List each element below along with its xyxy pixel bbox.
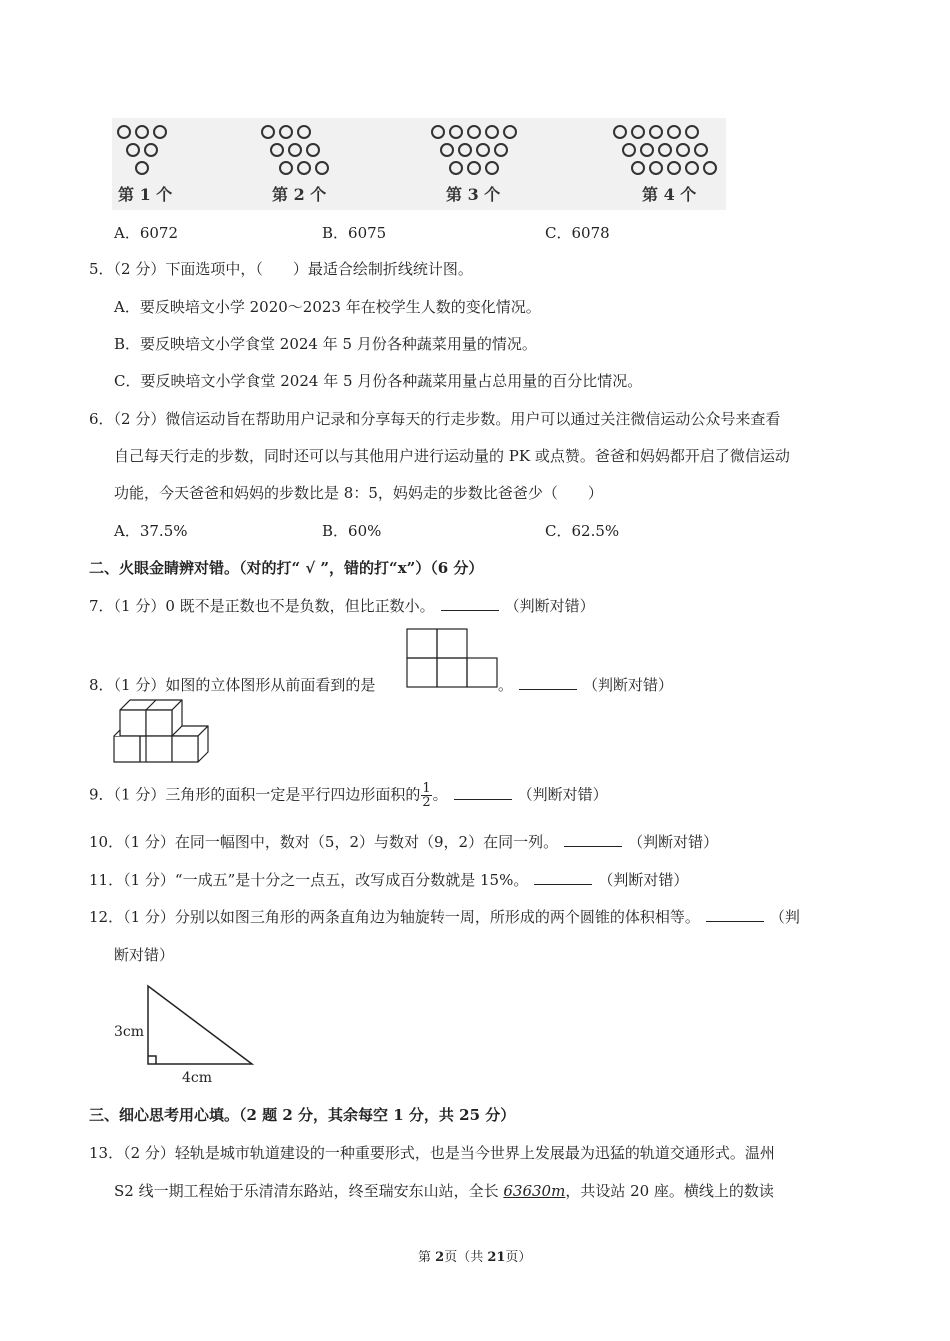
- q9-text: 9．（1 分）三角形的面积一定是平行四边形面积的: [89, 785, 421, 804]
- q13-line-2: [114, 1180, 774, 1201]
- q12-label-vertical: 3cm: [114, 1024, 145, 1040]
- q8-front-view-figure: [406, 628, 498, 690]
- q13-line-1: 13．（2 分）轻轨是城市轨道建设的一种重要形式，也是当今世界上发展最为迅猛的轨道交通形式。温州: [89, 1144, 775, 1162]
- q9-fraction: [421, 782, 431, 809]
- section-2-heading: 二、火眼金睛辨对错。（对的打“ √ ”，错的打“x”）（6 分）: [89, 559, 484, 577]
- dot-pattern-svg: [112, 118, 726, 210]
- q9-suffix: （判断对错）: [517, 785, 608, 804]
- q7-answer-blank[interactable]: [441, 596, 499, 611]
- q9-row: [89, 782, 608, 809]
- q10-answer-blank[interactable]: [564, 832, 622, 847]
- footer-mid: 页（共: [444, 1250, 488, 1265]
- q8-row-end: [498, 674, 673, 695]
- q11-answer-blank[interactable]: [534, 870, 592, 885]
- q12-label-horizontal: 4cm: [182, 1070, 213, 1086]
- q5-option-b[interactable]: B．要反映培文小学食堂 2024 年 5 月份各种蔬菜用量的情况。: [114, 335, 537, 353]
- page-footer: [418, 1246, 531, 1265]
- pattern-label-3: 第 3 个: [446, 185, 501, 204]
- footer-post: 页）: [505, 1250, 532, 1265]
- q12-answer-blank[interactable]: [706, 907, 764, 922]
- q5-stem: 5．（2 分）下面选项中，（ ）最适合绘制折线统计图。: [89, 260, 473, 278]
- q4-option-a[interactable]: A．6072: [114, 224, 179, 242]
- q11-row: [89, 869, 688, 890]
- q12-right-triangle-figure: [110, 982, 260, 1088]
- q5-option-a[interactable]: A．要反映培文小学 2020～2023 年在校学生人数的变化情况。: [114, 298, 541, 316]
- dot-pattern-figure: [112, 118, 726, 210]
- q8-cube-solid-figure: [110, 698, 214, 772]
- q12-line-2: 断对错）: [114, 946, 175, 964]
- q9-fraction-numerator: 1: [422, 781, 431, 796]
- q13-underlined-number: 63630m: [503, 1182, 566, 1200]
- q13-line-2-post: ，共设站 20 座。横线上的数读: [565, 1182, 774, 1200]
- q12-suffix: （判: [769, 908, 800, 926]
- q4-option-c[interactable]: C．6078: [545, 224, 610, 242]
- q9-period: 。: [432, 785, 448, 804]
- q11-text: 11．（1 分）“一成五”是十分之一点五，改写成百分数就是 15%。: [89, 871, 529, 889]
- q5-option-c[interactable]: C．要反映培文小学食堂 2024 年 5 月份各种蔬菜用量占总用量的百分比情况。: [114, 372, 643, 390]
- section-3-heading: 三、细心思考用心填。（2 题 2 分，其余每空 1 分，共 25 分）: [89, 1106, 516, 1124]
- q10-row: [89, 831, 718, 852]
- q9-answer-blank[interactable]: [454, 785, 512, 800]
- q6-line-2: 自己每天行走的步数，同时还可以与其他用户进行运动量的 PK 或点赞。爸爸和妈妈都开启了微信运动: [114, 447, 790, 465]
- q10-text: 10．（1 分）在同一幅图中，数对（5，2）与数对（9，2）在同一列。: [89, 833, 559, 851]
- pattern-label-1: 第 1 个: [118, 185, 173, 204]
- q6-line-1: 6．（2 分）微信运动旨在帮助用户记录和分享每天的行走步数。用户可以通过关注微信运动公众号来查看: [89, 410, 781, 428]
- q9-fraction-denominator: 2: [422, 795, 431, 810]
- q8-text: 8．（1 分）如图的立体图形从前面看到的是: [89, 676, 376, 694]
- q12-text: 12．（1 分）分别以如图三角形的两条直角边为轴旋转一周，所形成的两个圆锥的体积相等。: [89, 908, 700, 926]
- q6-option-c[interactable]: C．62.5%: [545, 522, 620, 540]
- q4-option-b[interactable]: B．6075: [322, 224, 387, 242]
- q7-row: [89, 595, 595, 616]
- footer-page-number: 2: [435, 1250, 445, 1265]
- q8-period: 。: [498, 676, 514, 694]
- q8-suffix: （判断对错）: [583, 676, 674, 694]
- footer-total-pages: 21: [487, 1250, 506, 1265]
- footer-pre: 第: [418, 1250, 436, 1265]
- q11-suffix: （判断对错）: [598, 871, 689, 889]
- q8-answer-blank[interactable]: [519, 675, 577, 690]
- pattern-label-4: 第 4 个: [642, 185, 697, 204]
- q13-line-2-pre: S2 线一期工程始于乐清清东路站，终至瑞安东山站，全长: [114, 1182, 504, 1200]
- q7-suffix: （判断对错）: [504, 597, 595, 615]
- q6-line-3: 功能，今天爸爸和妈妈的步数比是 8：5，妈妈走的步数比爸爸少（ ）: [114, 484, 603, 502]
- q10-suffix: （判断对错）: [628, 833, 719, 851]
- q12-line-1: [89, 906, 800, 927]
- pattern-label-2: 第 2 个: [272, 185, 327, 204]
- q6-option-a[interactable]: A．37.5%: [114, 522, 188, 540]
- q6-option-b[interactable]: B．60%: [322, 522, 382, 540]
- q7-text: 7．（1 分）0 既不是正数也不是负数，但比正数小。: [89, 597, 435, 615]
